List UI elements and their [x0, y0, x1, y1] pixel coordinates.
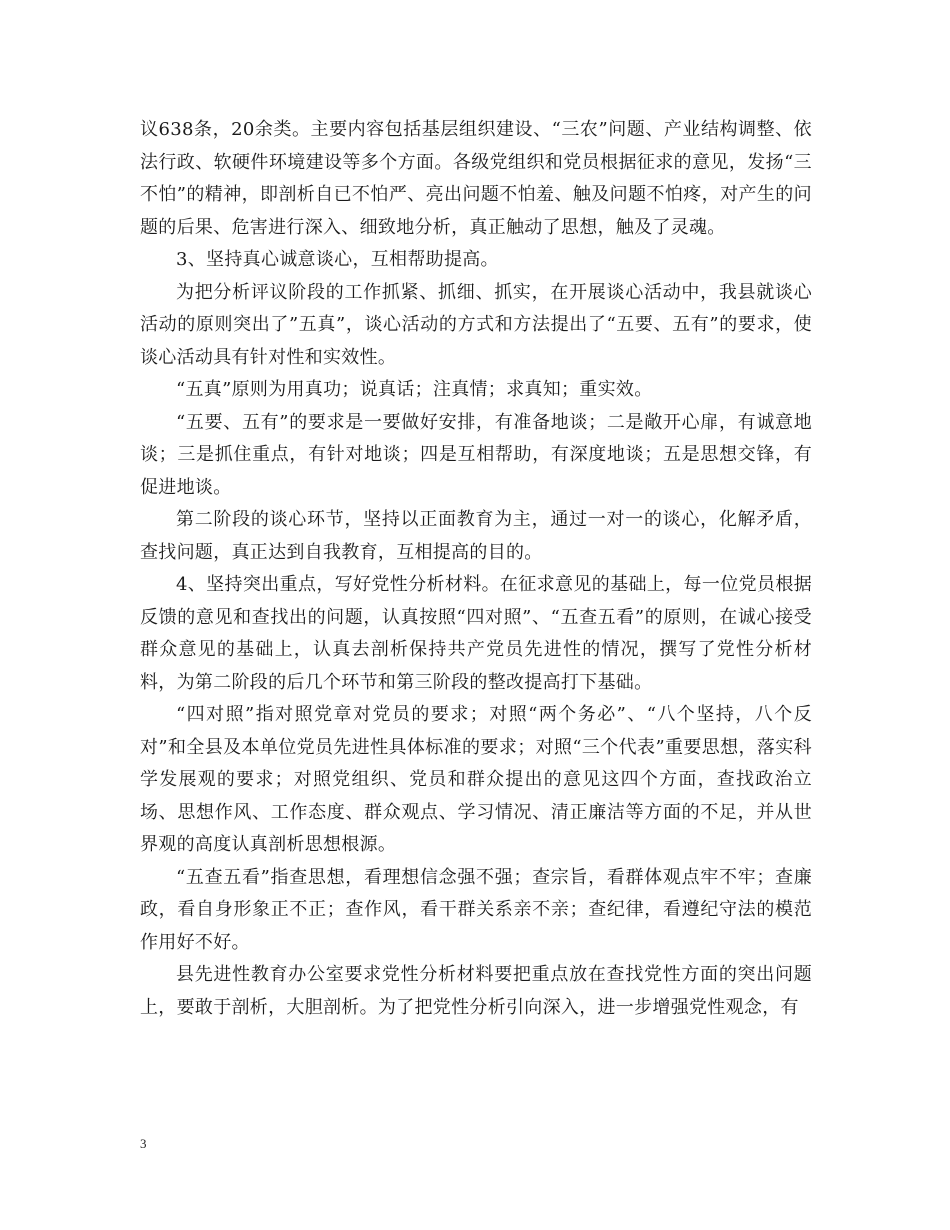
paragraph: 第二阶段的谈心环节，坚持以正面教育为主，通过一对一的谈心，化解矛盾，查找问题，真正达到自我教育，互相提高的目的。	[140, 509, 812, 563]
page-number: 3	[140, 1136, 147, 1151]
paragraph: 议638条，20余类。主要内容包括基层组织建设、“三农”问题、产业结构调整、依法行政、软硬件环境建设等多个方面。各级党组织和党员根据征求的意见，发扬“三不怕”的精神，即剖析自已不怕严、亮出问题不怕羞、触及问题不怕疼，对产生的问题的后果、危害进行深入、细致地分析，真正触动了思想，触及了灵魂。	[140, 119, 812, 238]
paragraph: “五查五看”指查思想，看理想信念强不强；查宗旨，看群体观点牢不牢；查廉政，看自身形象正不正；查作风，看干群关系亲不亲；查纪律，看遵纪守法的模范作用好不好。	[140, 866, 812, 953]
paragraph: “四对照”指对照党章对党员的要求；对照“两个务必”、“八个坚持，八个反对”和全县及本单位党员先进性具体标准的要求；对照“三个代表”重要思想，落实科学发展观的要求；对照党组织、党员和群众提出的意见这四个方面，查找政治立场、思想作风、工作态度、群众观点、学习情况、清正廉洁等方面的不足，并从世界观的高度认真剖析思想根源。	[140, 704, 812, 855]
paragraph: 4、坚持突出重点，写好党性分析材料。在征求意见的基础上，每一位党员根据反馈的意见和查找出的问题，认真按照“四对照”、“五查五看”的原则，在诚心接受群众意见的基础上，认真去剖析保持共产党员先进性的情况，撰写了党性分析材料，为第二阶段的后几个环节和第三阶段的整改提高打下基础。	[140, 574, 812, 693]
body-text	[140, 114, 812, 1024]
paragraph: “五真”原则为用真功；说真话；注真情；求真知；重实效。	[176, 379, 653, 400]
paragraph: 3、坚持真心诚意谈心，互相帮助提高。	[176, 249, 499, 270]
paragraph: “五要、五有”的要求是一要做好安排，有准备地谈；二是敞开心扉，有诚意地谈；三是抓住重点，有针对地谈；四是互相帮助，有深度地谈；五是思想交锋，有促进地谈。	[140, 411, 812, 498]
paragraph: 为把分析评议阶段的工作抓紧、抓细、抓实，在开展谈心活动中，我县就谈心活动的原则突出了”五真”，谈心活动的方式和方法提出了“五要、五有”的要求，使谈心活动具有针对性和实效性。	[140, 281, 812, 368]
paragraph: 县先进性教育办公室要求党性分析材料要把重点放在查找党性方面的突出问题上，要敢于剖析，大胆剖析。为了把党性分析引向深入，进一步增强党性观念，有	[140, 964, 812, 1018]
